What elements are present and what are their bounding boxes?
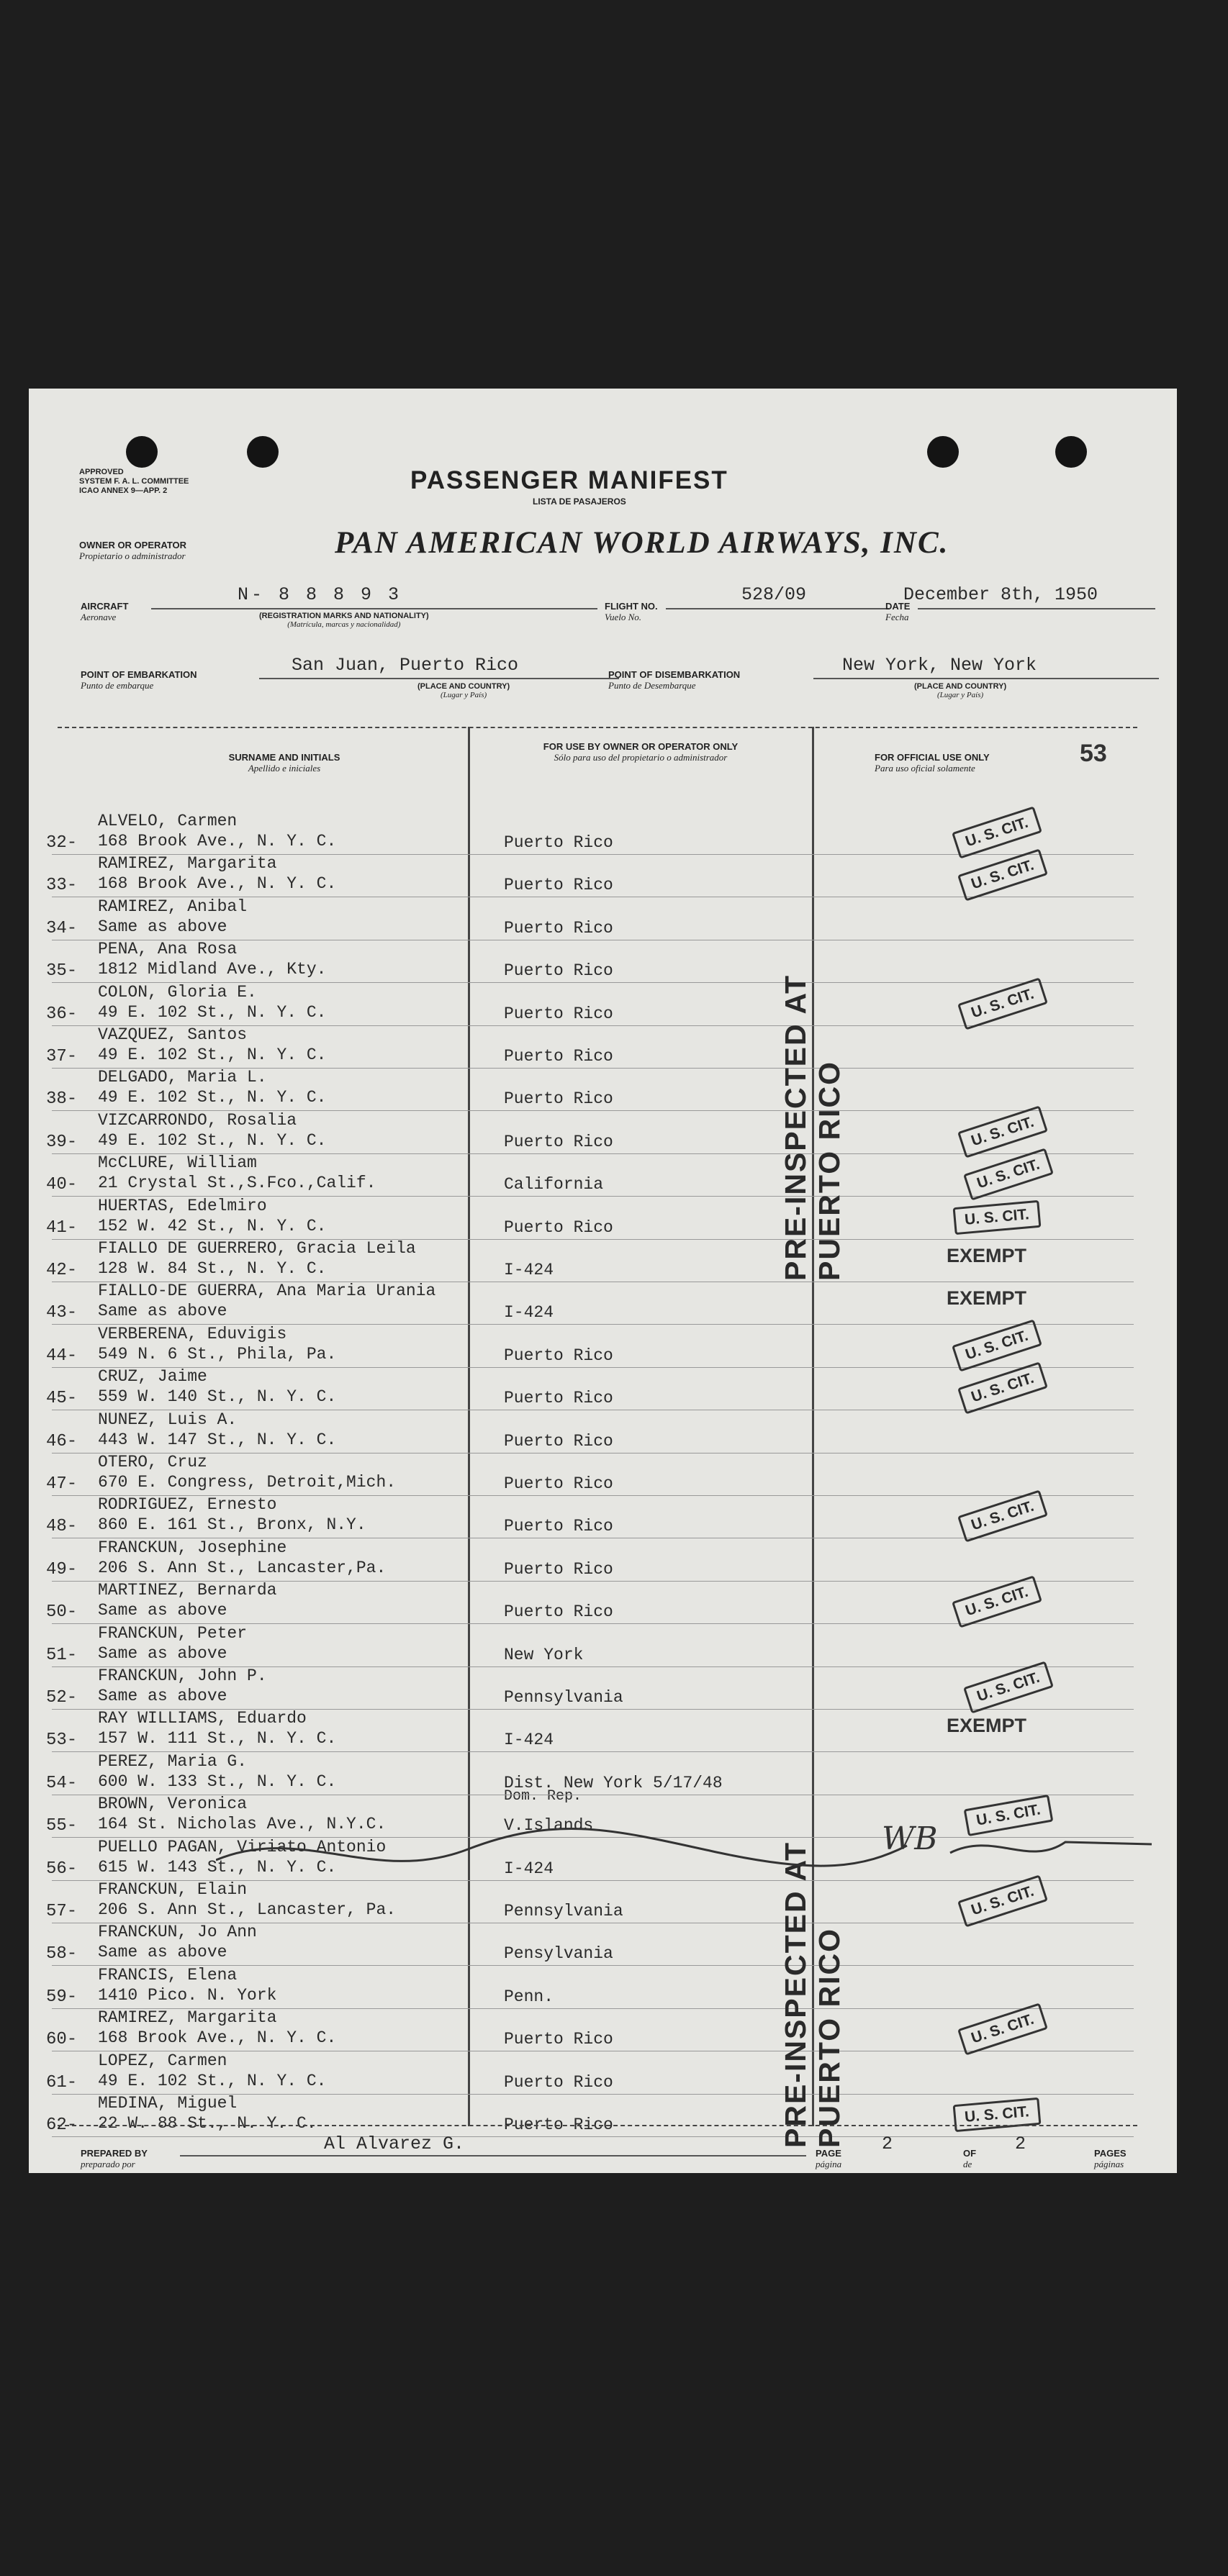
row-number: 60- [46, 2030, 78, 2050]
passenger-origin: Pennsylvania [504, 1902, 623, 1920]
aircraft-underline [151, 608, 597, 609]
disembark-label-en: POINT OF DISEMBARKATION [608, 669, 741, 680]
passenger-name: PEREZ, Maria G. [98, 1751, 248, 1771]
passenger-name: LOPEZ, Carmen [98, 2051, 227, 2070]
row-number: 34- [46, 918, 78, 938]
approval-line: SYSTEM F. A. L. COMMITTEE [79, 477, 189, 486]
passenger-address: Same as above [98, 1687, 227, 1705]
passenger-address: 49 E. 102 St., N. Y. C. [98, 1002, 327, 1022]
passenger-name: FIALLO-DE GUERRA, Ana Maria Urania [98, 1282, 436, 1301]
date-label-en: DATE [885, 601, 911, 612]
row-number: 50- [46, 1602, 78, 1623]
disembark-place-note [914, 682, 1006, 699]
passenger-origin: V.Islands [504, 1816, 594, 1836]
table-row [29, 1198, 1177, 1241]
table-top-border [58, 727, 1137, 728]
page-label-es: página [816, 2159, 842, 2169]
passenger-address: 168 Brook Ave., N. Y. C. [98, 832, 337, 851]
owner-label [79, 540, 186, 561]
table-row [29, 1112, 1177, 1155]
row-number: 52- [46, 1688, 78, 1707]
of-label [963, 2148, 976, 2169]
passenger-origin: I-424 [504, 1303, 554, 1323]
owner-header-en: FOR USE BY OWNER OR OPERATOR ONLY [543, 741, 739, 752]
table-row [29, 1710, 1177, 1753]
row-number: 46- [46, 1431, 78, 1451]
passenger-origin: Puerto Rico [504, 1474, 613, 1493]
embark-underline [259, 678, 619, 679]
owner-label-en: OWNER OR OPERATOR [79, 540, 187, 550]
approval-line: APPROVED [79, 468, 124, 476]
passenger-address: Same as above [98, 1302, 227, 1321]
place-note-en: (PLACE AND COUNTRY) [914, 682, 1007, 691]
name-header-es: Apellido e iniciales [248, 763, 321, 774]
row-number: 33- [46, 876, 78, 896]
row-number: 38- [46, 1089, 78, 1110]
us-citizen-stamp: U. S. CIT. [957, 1362, 1048, 1415]
place-note-es: (Lugar y País) [936, 691, 984, 699]
passenger-origin: Puerto Rico [504, 1602, 613, 1622]
row-number: 48- [46, 1517, 78, 1537]
passenger-name: FRANCIS, Elena [98, 1965, 238, 1985]
passenger-name: DELGADO, Maria L. [98, 1068, 267, 1087]
total-pages: 2 [1015, 2133, 1026, 2154]
exempt-stamp: EXEMPT [947, 1245, 1027, 1266]
passenger-address: 128 W. 84 St., N. Y. C. [98, 1259, 327, 1278]
passenger-origin: I-424 [504, 1261, 554, 1279]
us-citizen-stamp: U. S. CIT. [952, 1319, 1042, 1371]
passenger-origin: Puerto Rico [504, 1047, 613, 1066]
passenger-name: OTERO, Cruz [98, 1453, 207, 1471]
name-header-en: SURNAME AND INITIALS [228, 752, 340, 763]
aircraft-note-en: (REGISTRATION MARKS AND NATIONALITY) [259, 612, 429, 620]
name-column-header [176, 752, 392, 774]
place-note-es: (Lugar y País) [440, 691, 487, 699]
table-row [29, 1967, 1177, 2010]
passenger-name: MEDINA, Miguel [98, 2094, 238, 2113]
passenger-address: 1410 Pico. N. York [98, 1985, 277, 2005]
passenger-origin: Puerto Rico [504, 918, 613, 938]
passenger-name: VIZCARRONDO, Rosalia [98, 1110, 297, 1130]
passenger-address: Same as above [98, 917, 227, 936]
passenger-address: 168 Brook Ave., N. Y. C. [98, 874, 337, 894]
official-header-es: Para uso oficial solamente [875, 763, 975, 774]
table-row [29, 1882, 1177, 1924]
passenger-origin: Puerto Rico [504, 1132, 613, 1151]
passenger-origin: Puerto Rico [504, 1346, 613, 1365]
embark-label-es: Punto de embarque [81, 680, 154, 691]
passenger-origin: Puerto Rico [504, 1217, 613, 1237]
page-title: PASSENGER MANIFEST [410, 466, 728, 494]
passenger-name: FRANCKUN, John P. [98, 1666, 267, 1685]
table-row [29, 1924, 1177, 1967]
us-citizen-stamp: U. S. CIT. [957, 1490, 1048, 1543]
row-number: 62- [46, 2115, 78, 2135]
table-row [29, 1582, 1177, 1625]
prepared-label [81, 2148, 148, 2169]
row-number: 37- [46, 1047, 78, 1066]
passenger-address: 206 S. Ann St., Lancaster,Pa. [98, 1558, 387, 1577]
of-label-es: de [963, 2159, 972, 2169]
table-row [29, 1497, 1177, 1539]
passenger-address: 168 Brook Ave., N. Y. C. [98, 2028, 337, 2048]
prepared-label-es: preparado por [81, 2159, 135, 2169]
passenger-name: FIALLO DE GUERRERO, Gracia Leila [98, 1239, 416, 1258]
passenger-name: FRANCKUN, Jo Ann [98, 1923, 257, 1942]
passenger-name: VAZQUEZ, Santos [98, 1025, 248, 1044]
page-label-en: PAGE [816, 2148, 841, 2159]
page-number: 2 [882, 2133, 893, 2154]
row-number: 49- [46, 1559, 78, 1579]
passenger-address: 152 W. 42 St., N. Y. C. [98, 1216, 327, 1235]
passenger-address: 615 W. 143 St., N. Y. C. [98, 1857, 337, 1877]
of-label-en: OF [963, 2148, 977, 2159]
passenger-address: 600 W. 133 St., N. Y. C. [98, 1772, 337, 1791]
disembark-label-es: Punto de Desembarque [608, 680, 696, 691]
us-citizen-stamp: U. S. CIT. [953, 2097, 1042, 2132]
pre-inspected-stamp: PRE-INSPECTED AT PUERTO RICO [779, 1841, 846, 2148]
passenger-address: 157 W. 111 St., N. Y. C. [98, 1729, 337, 1749]
passenger-origin: Puerto Rico [504, 2030, 613, 2049]
row-number: 51- [46, 1645, 78, 1665]
row-number: 35- [46, 961, 78, 981]
pages-label-es: páginas [1094, 2159, 1124, 2169]
passenger-origin: Penn. [504, 1987, 554, 2006]
approval-line: ICAO ANNEX 9—APP. 2 [79, 486, 168, 495]
passenger-address: 49 E. 102 St., N. Y. C. [98, 1130, 327, 1150]
table-row [29, 1540, 1177, 1582]
passenger-name: RAMIREZ, Anibal [98, 897, 248, 916]
passenger-address: 164 St. Nicholas Ave., N.Y.C. [98, 1815, 387, 1834]
us-citizen-stamp: U. S. CIT. [953, 1199, 1042, 1234]
us-citizen-stamp: U. S. CIT. [957, 1105, 1048, 1158]
table-row [29, 2010, 1177, 2052]
table-row [29, 1069, 1177, 1112]
passenger-origin: Dist. New York 5/17/48 [504, 1773, 723, 1792]
airline-name: PAN AMERICAN WORLD AIRWAYS, INC. [335, 526, 949, 560]
row-number: 40- [46, 1175, 78, 1195]
owner-label-es: Propietario o administrador [79, 550, 186, 561]
row-number: 44- [46, 1346, 78, 1366]
embark-place: San Juan, Puerto Rico [292, 655, 519, 676]
embark-label [81, 669, 197, 691]
exempt-stamp: EXEMPT [947, 1287, 1027, 1310]
table-row [29, 1369, 1177, 1411]
us-citizen-stamp: U. S. CIT. [957, 977, 1048, 1030]
passenger-name: HUERTAS, Edelmiro [98, 1196, 267, 1215]
flight-number: 528/09 [741, 584, 807, 605]
row-number: 54- [46, 1773, 78, 1793]
passenger-origin: Puerto Rico [504, 1389, 613, 1408]
flight-label-en: FLIGHT NO. [605, 601, 658, 612]
official-header-en: FOR OFFICIAL USE ONLY [875, 752, 990, 763]
table-row [29, 856, 1177, 898]
row-number: 43- [46, 1303, 78, 1323]
row-number: 57- [46, 1902, 78, 1921]
passenger-name: FRANCKUN, Elain [98, 1880, 248, 1899]
passenger-name: PENA, Ana Rosa [98, 940, 238, 959]
passenger-name: RAMIREZ, Margarita [98, 2008, 277, 2028]
passenger-name: NUNEZ, Luis A. [98, 1410, 238, 1429]
us-citizen-stamp: U. S. CIT. [957, 849, 1048, 902]
row-number: 39- [46, 1132, 78, 1152]
passenger-address: 49 E. 102 St., N. Y. C. [98, 1046, 327, 1064]
passenger-name: RODRIGUEZ, Ernesto [98, 1495, 277, 1515]
prepared-by: Al Alvarez G. [324, 2133, 465, 2154]
passenger-origin: Pennsylvania [504, 1688, 623, 1707]
row-divider [52, 2136, 1134, 2137]
us-citizen-stamp: U. S. CIT. [957, 2003, 1048, 2056]
passenger-address: 49 E. 102 St., N. Y. C. [98, 2071, 327, 2090]
passenger-address: 549 N. 6 St., Phila, Pa. [98, 1344, 337, 1364]
table-row [29, 2095, 1177, 2138]
prepared-underline [180, 2155, 806, 2157]
passenger-name: RAMIREZ, Margarita [98, 854, 277, 874]
us-citizen-stamp: U. S. CIT. [963, 1148, 1054, 1201]
passenger-address: Same as above [98, 1601, 227, 1620]
pages-label [1094, 2148, 1127, 2169]
flight-underline [666, 608, 889, 609]
strike-through-line [216, 1817, 1166, 1882]
row-number: 47- [46, 1474, 78, 1494]
pages-label-en: PAGES [1094, 2148, 1127, 2159]
aircraft-registration: N- 8 8 8 9 3 [238, 584, 402, 605]
passenger-address: 670 E. Congress, Detroit,Mich. [98, 1473, 397, 1492]
table-row [29, 1454, 1177, 1497]
passenger-origin: Puerto Rico [504, 1559, 613, 1579]
passenger-origin: Puerto Rico [504, 2115, 613, 2134]
passenger-origin: I-424 [504, 1731, 554, 1750]
aircraft-label-es: Aeronave [81, 612, 117, 622]
inspector-initials: WB [882, 1820, 938, 1857]
row-number: 36- [46, 1004, 78, 1024]
passenger-name: BROWN, Veronica [98, 1795, 248, 1814]
official-column-header [875, 752, 990, 774]
table-row [29, 813, 1177, 856]
punch-hole [126, 436, 158, 468]
punch-hole [1055, 436, 1087, 468]
disembark-place: New York, New York [842, 655, 1037, 676]
passenger-name: MARTINEZ, Bernarda [98, 1581, 277, 1600]
passenger-origin: Puerto Rico [504, 1004, 613, 1023]
passenger-name: RAY WILLIAMS, Eduardo [98, 1709, 307, 1728]
table-row [29, 1326, 1177, 1369]
official-count: 53 [1080, 740, 1107, 767]
passenger-address: 49 E. 102 St., N. Y. C. [98, 1088, 327, 1107]
row-number: 58- [46, 1944, 78, 1964]
us-citizen-stamp: U. S. CIT. [957, 1874, 1048, 1927]
passenger-address: 21 Crystal St.,S.Fco.,Calif. [98, 1174, 376, 1193]
prepared-label-en: PREPARED BY [81, 2148, 148, 2159]
date-underline [918, 608, 1155, 609]
passenger-address: Same as above [98, 1643, 227, 1663]
date-label-es: Fecha [885, 612, 909, 622]
table-row [29, 1412, 1177, 1454]
punch-hole [247, 436, 279, 468]
page-label [816, 2148, 841, 2169]
owner-column-header [525, 741, 756, 763]
table-row [29, 984, 1177, 1027]
passenger-address: 559 W. 140 St., N. Y. C. [98, 1387, 337, 1407]
passenger-origin: New York [504, 1645, 584, 1664]
embark-label-en: POINT OF EMBARKATION [81, 669, 197, 680]
passenger-address: Same as above [98, 1943, 227, 1962]
disembark-label [608, 669, 740, 691]
passenger-name: COLON, Gloria E. [98, 982, 257, 1002]
us-citizen-stamp: U. S. CIT. [963, 1661, 1054, 1713]
passenger-name: PUELLO PAGAN, Viriato Antonio [98, 1837, 387, 1856]
flight-label [605, 601, 658, 622]
passenger-origin: Puerto Rico [504, 833, 613, 852]
table-row [29, 1283, 1177, 1325]
aircraft-note [259, 612, 429, 629]
us-citizen-stamp: U. S. CIT. [952, 1576, 1042, 1628]
passenger-origin: I-424 [504, 1859, 554, 1878]
aircraft-label [81, 601, 128, 622]
flight-label-es: Vuelo No. [605, 612, 642, 622]
page-title-es: LISTA DE PASAJEROS [533, 496, 626, 507]
table-row [29, 2053, 1177, 2095]
exempt-stamp: EXEMPT [947, 1715, 1027, 1737]
passenger-name: McCLURE, William [98, 1153, 257, 1173]
table-row [29, 899, 1177, 941]
aircraft-note-es: (Matrícula, marcas y nacionalidad) [287, 620, 401, 629]
passenger-name: ALVELO, Carmen [98, 812, 238, 830]
passenger-address: 206 S. Ann St., Lancaster, Pa. [98, 1900, 397, 1919]
row-number: 56- [46, 1859, 78, 1879]
us-citizen-stamp: U. S. CIT. [964, 1795, 1054, 1836]
pre-inspected-stamp: PRE-INSPECTED AT PUERTO RICO [779, 974, 846, 1281]
table-row [29, 1668, 1177, 1710]
passenger-origin: Puerto Rico [504, 1089, 613, 1109]
disembark-underline [813, 678, 1159, 679]
table-row [29, 1625, 1177, 1668]
passenger-origin: Puerto Rico [504, 1431, 613, 1451]
passenger-origin: Puerto Rico [504, 1517, 613, 1536]
passenger-origin: Puerto Rico [504, 961, 613, 981]
aircraft-label-en: AIRCRAFT [81, 601, 129, 612]
table-row [29, 1241, 1177, 1283]
passenger-address: 443 W. 147 St., N. Y. C. [98, 1430, 337, 1449]
row-number: 55- [46, 1816, 78, 1836]
us-citizen-stamp: U. S. CIT. [952, 806, 1042, 858]
row-number: 32- [46, 833, 78, 853]
row-number: 53- [46, 1731, 78, 1751]
row-number: 59- [46, 1987, 78, 2007]
table-bottom-border [58, 2125, 1137, 2126]
table-row [29, 1027, 1177, 1069]
passenger-origin: Puerto Rico [504, 2072, 613, 2092]
row-number: 45- [46, 1389, 78, 1409]
passenger-name: FRANCKUN, Josephine [98, 1538, 287, 1557]
punch-hole [927, 436, 959, 468]
row-number: 42- [46, 1261, 78, 1280]
manifest-sheet [29, 389, 1177, 2173]
passenger-address: 860 E. 161 St., Bronx, N.Y. [98, 1515, 366, 1535]
place-note-en: (PLACE AND COUNTRY) [417, 682, 510, 691]
row-number: 61- [46, 2072, 78, 2092]
passenger-address: 22 W. 88 St., N. Y. C. [98, 2114, 317, 2133]
approval-note [79, 468, 189, 496]
passenger-address: 1812 Midland Ave., Kty. [98, 960, 327, 979]
embark-place-note [417, 682, 510, 699]
passenger-origin: Pensylvania [504, 1944, 613, 1964]
table-row [29, 941, 1177, 984]
table-row [29, 1155, 1177, 1197]
flight-date: December 8th, 1950 [903, 584, 1098, 605]
passenger-name: CRUZ, Jaime [98, 1367, 207, 1387]
passenger-name: VERBERENA, Eduvigis [98, 1324, 287, 1343]
passenger-origin: California [504, 1175, 604, 1194]
passenger-name: FRANCKUN, Peter [98, 1623, 248, 1643]
owner-header-es: Sólo para uso del propietario o administrador [554, 752, 728, 763]
passenger-origin-note: Dom. Rep. [504, 1787, 582, 1805]
passenger-origin: Puerto Rico [504, 876, 613, 895]
row-number: 41- [46, 1217, 78, 1238]
